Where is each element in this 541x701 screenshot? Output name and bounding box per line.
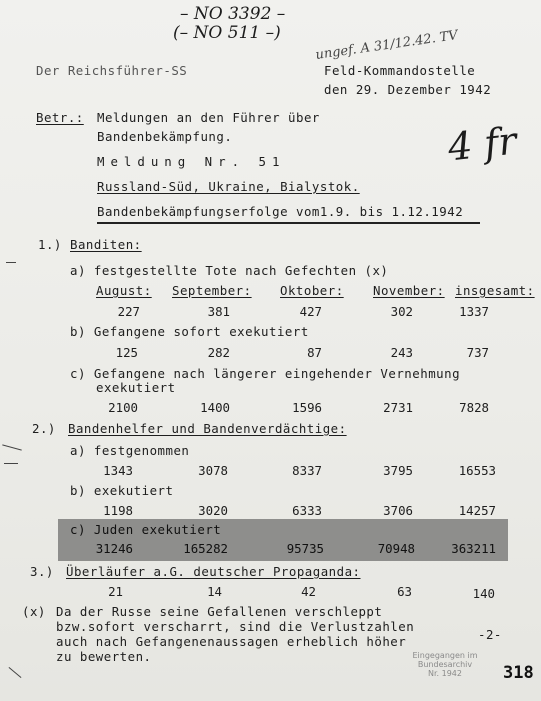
section2-a-label: a) festgenommen <box>70 443 190 458</box>
value-cell: 140 <box>472 586 495 601</box>
section1-c-label-1: c) Gefangene nach längerer eingehender Vernehmung <box>70 366 461 381</box>
value-cell: 737 <box>466 345 489 360</box>
value-cell: 165282 <box>183 541 228 556</box>
value-cell: 7828 <box>459 400 489 415</box>
stamp-line-2: Bundesarchiv <box>417 660 473 669</box>
value-cell: 42 <box>301 584 316 599</box>
period: Bandenbekämpfungserfolge vom1.9. bis 1.12.1942 <box>97 204 464 219</box>
footnote-line-3: auch nach Gefangenenaussagen erheblich höher <box>56 634 407 649</box>
value-cell: 87 <box>307 345 322 360</box>
section3-heading: Überläufer a.G. deutscher Propaganda: <box>66 564 361 579</box>
section3-number: 3.) <box>30 564 54 579</box>
place: Feld-Kommandostelle <box>324 63 476 78</box>
value-cell: 227 <box>117 304 140 319</box>
value-cell: 70948 <box>377 541 415 556</box>
value-cell: 1400 <box>200 400 230 415</box>
value-cell: 3078 <box>198 463 228 478</box>
value-cell: 6333 <box>292 503 322 518</box>
page-continuation-marker: -2- <box>478 627 502 642</box>
footnote-line-4: zu bewerten. <box>56 649 152 664</box>
handwritten-big-note: 4 fr <box>445 118 519 170</box>
section1-b-label: b) Gefangene sofort exekutiert <box>70 324 309 339</box>
value-cell: 3706 <box>383 503 413 518</box>
section2-heading: Bandenhelfer und Bandenverdächtige: <box>68 421 347 436</box>
section1-number: 1.) <box>38 237 62 252</box>
betr-label: Betr.: <box>36 110 84 125</box>
value-cell: 14257 <box>458 503 496 518</box>
date: den 29. Dezember 1942 <box>324 82 492 97</box>
sender: Der Reichsführer-SS <box>36 63 188 78</box>
stamp-line-1: Eingegangen im <box>412 651 478 660</box>
value-cell: 282 <box>207 345 230 360</box>
value-cell: 1337 <box>459 304 489 319</box>
margin-mark <box>6 262 16 263</box>
value-cell: 2100 <box>108 400 138 415</box>
value-cell: 1343 <box>103 463 133 478</box>
value-cell: 14 <box>207 584 222 599</box>
margin-mark <box>2 444 22 450</box>
value-cell: 1596 <box>292 400 322 415</box>
footnote-mark: (x) <box>22 604 46 619</box>
value-cell: 363211 <box>451 541 496 556</box>
subject-line-2: Bandenbekämpfung. <box>97 129 233 144</box>
footnote-line-2: bzw.sofort verscharrt, sind die Verlustzahlen <box>56 619 415 634</box>
page-number: 318 <box>503 663 534 683</box>
period-underline <box>97 222 480 224</box>
value-cell: 21 <box>108 584 123 599</box>
month-october: Oktober: <box>280 283 344 298</box>
handwritten-number-1: – NO 3392 – <box>180 4 286 24</box>
stamp-line-3: Nr. 1942 <box>428 669 462 678</box>
subject-line-1: Meldungen an den Führer über <box>97 110 320 125</box>
value-cell: 2731 <box>383 400 413 415</box>
value-cell: 302 <box>390 304 413 319</box>
month-september: September: <box>172 283 252 298</box>
handwritten-scribble: ungef. A 31/12.42. TV <box>314 28 459 63</box>
report-number: Meldung Nr. 51 <box>97 154 286 169</box>
margin-mark <box>9 667 22 678</box>
margin-mark <box>4 463 18 464</box>
value-cell: 381 <box>207 304 230 319</box>
month-november: November: <box>373 283 445 298</box>
region: Russland-Süd, Ukraine, Bialystok. <box>97 179 360 194</box>
value-cell: 63 <box>397 584 412 599</box>
value-cell: 1198 <box>103 503 133 518</box>
archive-stamp <box>405 651 485 687</box>
section1-a-label: a) festgestellte Tote nach Gefechten (x) <box>70 263 389 278</box>
value-cell: 95735 <box>286 541 324 556</box>
value-cell: 125 <box>115 345 138 360</box>
month-august: August: <box>96 283 152 298</box>
month-total: insgesamt: <box>455 283 535 298</box>
section1-c-label-2: exekutiert <box>96 380 176 395</box>
handwritten-number-2: (– NO 511 –) <box>173 23 281 43</box>
value-cell: 427 <box>299 304 322 319</box>
footnote-line-1: Da der Russe seine Gefallenen verschleppt <box>56 604 383 619</box>
value-cell: 16553 <box>458 463 496 478</box>
value-cell: 3795 <box>383 463 413 478</box>
section1-heading: Banditen: <box>70 237 142 252</box>
value-cell: 243 <box>390 345 413 360</box>
value-cell: 3020 <box>198 503 228 518</box>
value-cell: 31246 <box>95 541 133 556</box>
section2-c-label: c) Juden exekutiert <box>70 522 222 537</box>
value-cell: 8337 <box>292 463 322 478</box>
section2-b-label: b) exekutiert <box>70 483 174 498</box>
section2-number: 2.) <box>32 421 56 436</box>
